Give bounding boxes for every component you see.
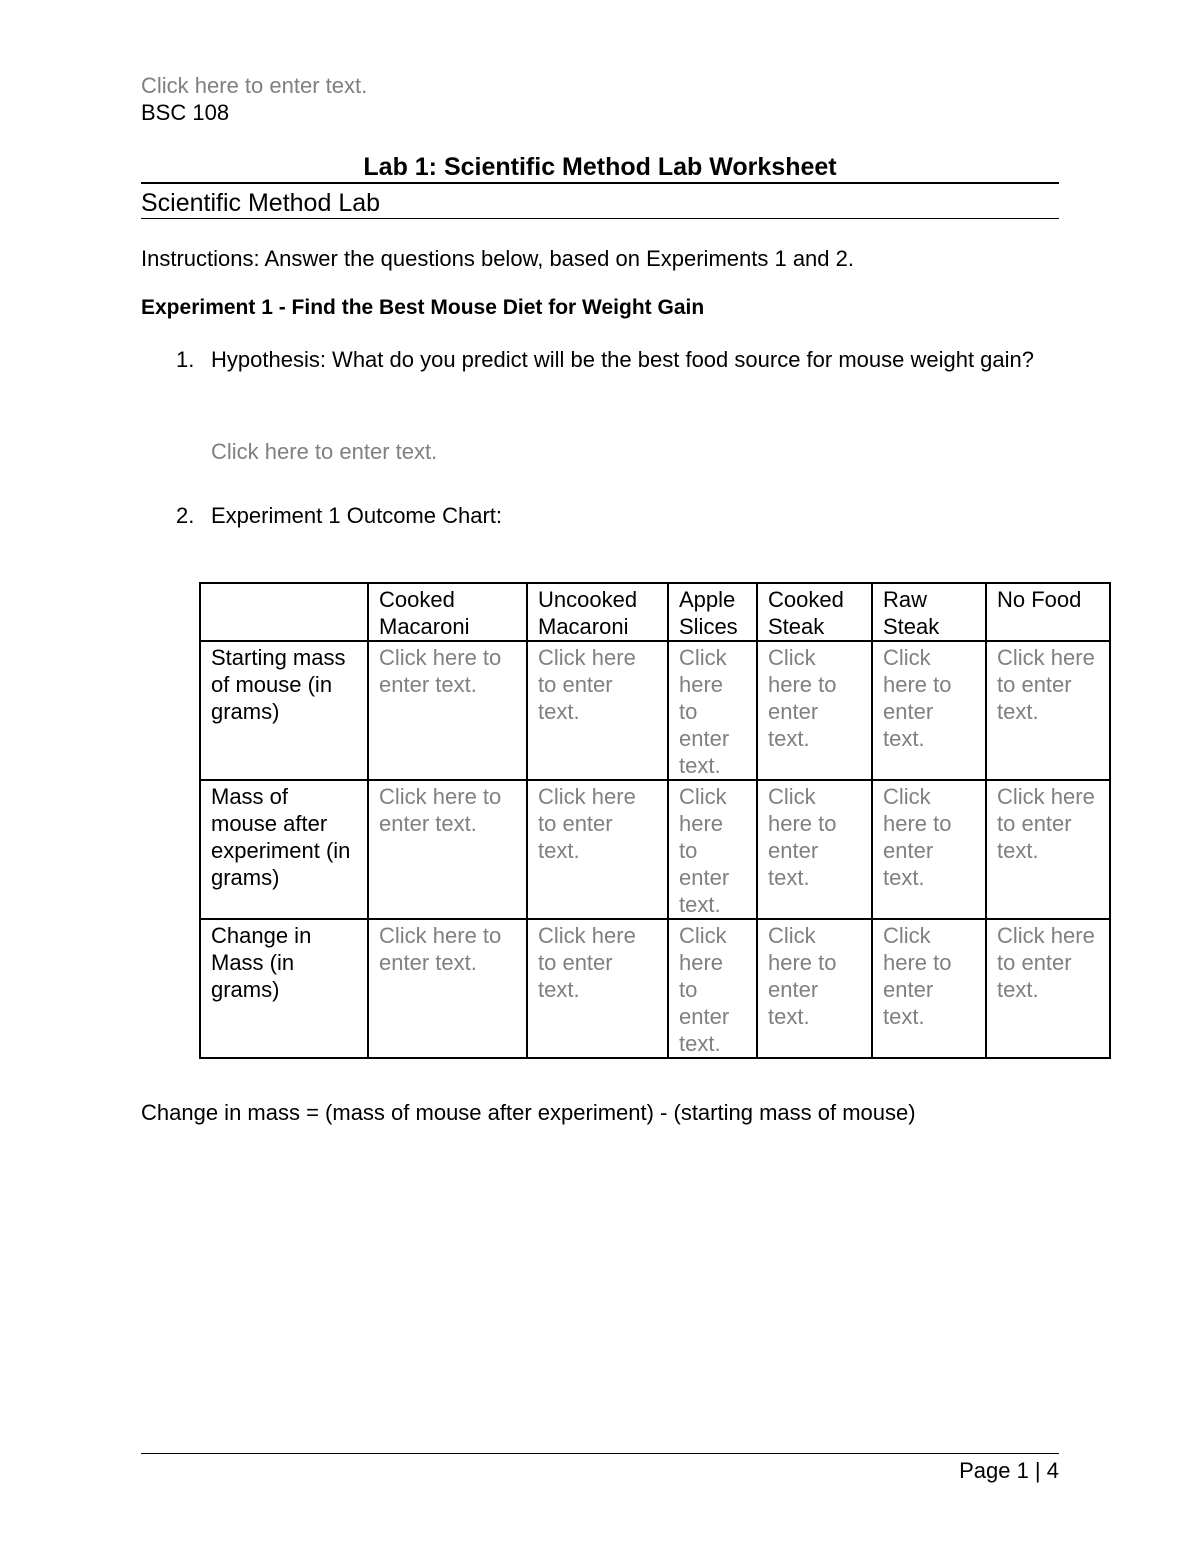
table-input-cell[interactable]: Click here to enter text. [368, 780, 527, 919]
name-text-field[interactable]: Click here to enter text. [141, 73, 368, 98]
table-row [200, 780, 1110, 919]
column-header: Uncooked Macaroni [527, 583, 668, 641]
row-header: Starting mass of mouse (in grams) [200, 641, 368, 780]
table-input-cell[interactable]: Click here to enter text. [368, 641, 527, 780]
table-input-cell[interactable]: Click here to enter text. [986, 780, 1110, 919]
table-input-cell[interactable]: Click here to enter text. [757, 780, 872, 919]
table-input-cell[interactable]: Click here to enter text. [368, 919, 527, 1058]
table-corner-cell [200, 583, 368, 641]
footer-divider [141, 1453, 1059, 1454]
table-input-cell[interactable]: Click here to enter text. [872, 780, 986, 919]
table-input-cell[interactable]: Click here to enter text. [668, 919, 757, 1058]
table-input-cell[interactable]: Click here to enter text. [872, 919, 986, 1058]
question-1-text: Hypothesis: What do you predict will be the best food source for mouse weight gain? [211, 347, 1035, 372]
change-in-mass-formula: Change in mass = (mass of mouse after experiment) - (starting mass of mouse) [141, 1100, 916, 1125]
table-input-cell[interactable]: Click here to enter text. [757, 919, 872, 1058]
outcome-chart-table [199, 582, 1111, 1059]
page-number: Page 1 | 4 [959, 1458, 1059, 1483]
course-code: BSC 108 [141, 100, 230, 125]
column-header: Raw Steak [872, 583, 986, 641]
row-header: Change in Mass (in grams) [200, 919, 368, 1058]
column-header: No Food [986, 583, 1110, 641]
title-divider [141, 182, 1059, 184]
table-input-cell[interactable]: Click here to enter text. [872, 641, 986, 780]
table-input-cell[interactable]: Click here to enter text. [668, 780, 757, 919]
column-header: Apple Slices [668, 583, 757, 641]
table-input-cell[interactable]: Click here to enter text. [527, 919, 668, 1058]
experiment-1-title: Experiment 1 - Find the Best Mouse Diet for Weight Gain [141, 296, 705, 319]
section-divider [141, 218, 1059, 219]
table-input-cell[interactable]: Click here to enter text. [986, 641, 1110, 780]
table-input-cell[interactable]: Click here to enter text. [527, 780, 668, 919]
table-input-cell[interactable]: Click here to enter text. [668, 641, 757, 780]
question-1-number: 1. [176, 347, 195, 372]
table-row [200, 641, 1110, 780]
instructions-text: Instructions: Answer the questions below, based on Experiments 1 and 2. [141, 246, 854, 271]
question-2-text: Experiment 1 Outcome Chart: [211, 503, 503, 528]
section-title: Scientific Method Lab [141, 189, 381, 217]
table-input-cell[interactable]: Click here to enter text. [757, 641, 872, 780]
column-header: Cooked Steak [757, 583, 872, 641]
document-title: Lab 1: Scientific Method Lab Worksheet [363, 153, 837, 181]
column-header: Cooked Macaroni [368, 583, 527, 641]
table-header-row [200, 583, 1110, 641]
row-header: Mass of mouse after experiment (in grams) [200, 780, 368, 919]
table-row [200, 919, 1110, 1058]
question-2-number: 2. [176, 503, 195, 528]
hypothesis-answer-field[interactable]: Click here to enter text. [211, 439, 438, 464]
table-input-cell[interactable]: Click here to enter text. [986, 919, 1110, 1058]
table-input-cell[interactable]: Click here to enter text. [527, 641, 668, 780]
